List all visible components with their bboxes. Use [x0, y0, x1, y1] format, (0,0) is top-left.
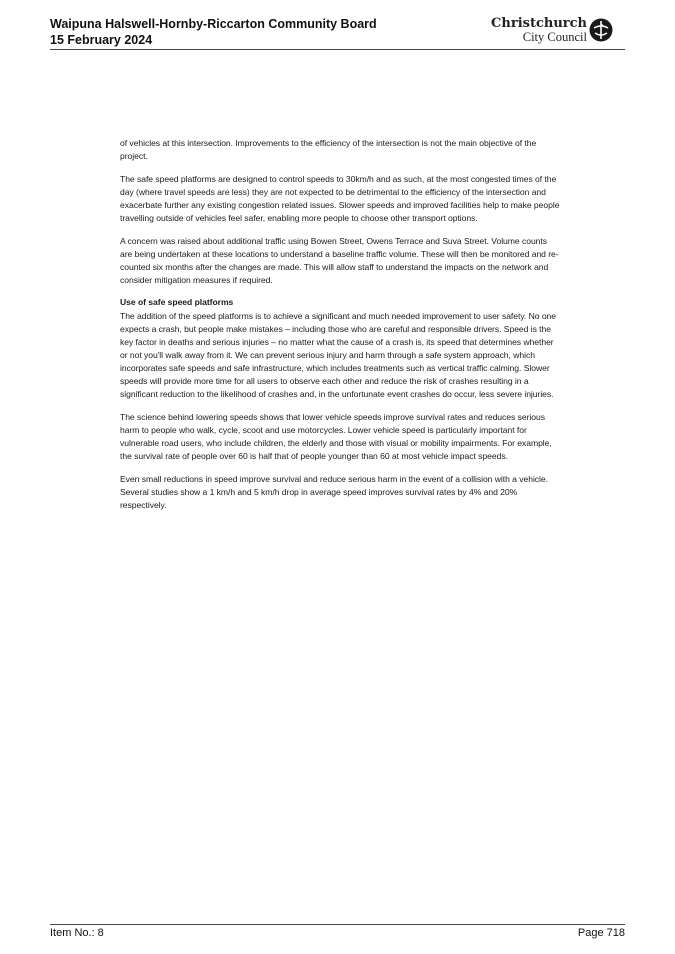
footer-page-number: Page 718 [577, 927, 625, 939]
body-paragraph: of vehicles at this intersection. Improvements to the efficiency of the intersection is not the main objective of the project. [120, 138, 537, 162]
footer-item-number: Item No.: 8 [50, 927, 104, 939]
section-paragraph: The addition of the speed platforms is to achieve a significant and much needed improvement to user safety. No one expects a crash, but people make mistakes – including those who are careful and responsible drivers. Speed is the key factor in deaths and serious injuries – no matter what the cause of a crash is, its speed that determines whether or not you'll walk away from it. We can prevent serious injury and harm through a safe system approach, which incorporates safe speeds and safe infrastructure, which includes treatments such as vertical traffic calming. Slower speeds will provide more time for all users to observe each other and reduce the risk of crashes resulting in a significant reduction to the likelihood of crashes and, in the unfortunate event crashes do occur, less severe injuries. [120, 310, 557, 400]
document-body [120, 137, 560, 521]
body-paragraph: A concern was raised about additional traffic using Bowen Street, Owens Terrace and Suva Street. Volume counts are being undertaken at these locations to understand a baseline traffic volume. These will then be monitored and re-counted six months after the changes are made. This will allow staff to understand the impacts on the network and consider mitigation measures if required. [120, 235, 559, 285]
section-paragraph: Even small reductions in speed improve survival and reduce serious harm in the event of a collision with a vehicle. Several studies show a 1 km/h and 5 km/h drop in average speed improves survival rates by 4% and 20% respectively. [120, 473, 548, 510]
footer-divider [50, 924, 625, 925]
logo-line1: Christchurch [491, 16, 587, 31]
logo-line2: City Council [522, 30, 587, 44]
page-header [50, 16, 625, 48]
header-date: 15 February 2024 [50, 33, 153, 47]
section-heading: Use of safe speed platforms [120, 297, 234, 308]
council-logo [491, 16, 613, 46]
header-title: Waipuna Halswell-Hornby-Riccarton Community Board [50, 17, 377, 31]
body-paragraph: The safe speed platforms are designed to control speeds to 30km/h and as such, at the most congested times of the day (where travel speeds are less) they are not expected to be detrimental to the efficiency of the intersection and exacerbate further any existing congestion related issues. Slower speeds and improved facilities help to make people travelling outside of vehicles feel safer, enabling more people to choose other transport options. [120, 173, 560, 223]
christchurch-city-council-emblem-icon [589, 18, 613, 42]
section-paragraph: The science behind lowering speeds shows that lower vehicle speeds improve survival rates and reduces serious harm to people who walk, cycle, scoot and use motorcycles. Lower vehicle speed is particularly important for vulnerable road users, who include children, the elderly and those with visual or mobility impairments. For example, the survival rate of people over 60 is half that of people younger than 60 at most vehicle impact speeds. [120, 411, 552, 461]
header-divider [50, 49, 625, 50]
